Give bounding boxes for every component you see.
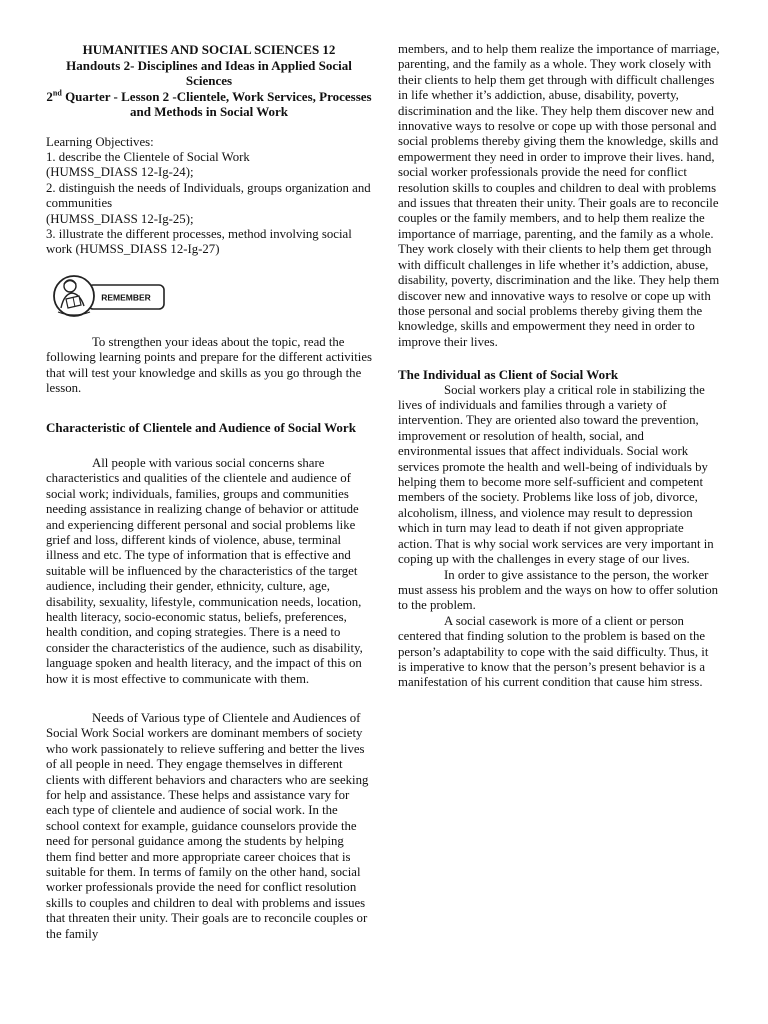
- section-heading-clientele: Characteristic of Clientele and Audience of Social Work: [46, 420, 356, 436]
- remember-badge: [52, 272, 168, 322]
- objective-line: (HUMSS_DIASS 12-Ig-25);: [46, 211, 194, 226]
- objective-line: 1. describe the Clientele of Social Work: [46, 149, 250, 164]
- continued-paragraph: members, and to help them realize the importance of marriage, parenting, and the family as a whole. They work closely with their clients to help them get through with difficult challenges in life whether it’s addiction, abuse, disability, poverty, discrimination and the like. They help them discover new and innovative ways to resolve or cope up with those personal and social problems thereby giving them the knowledge, skills and empowerment they need in order to improve their lives. hand, social worker professionals provide the need for conflict resolution skills to couples and children to deal with problems and issues that threaten their unity. Their goals are to reconcile couples or the family members, and to help them realize the importance of marriage, parenting, and the family as a whole. They work closely with their clients to help them get through with difficult challenges in life whether it’s addiction, abuse, disability, poverty, discrimination and the like. They help them: [398, 42, 720, 288]
- lesson-quarter-suffix: nd: [52, 88, 62, 98]
- remember-label: REMEMBER: [101, 292, 151, 303]
- header-course-title: HUMANITIES AND SOCIAL SCIENCES 12: [82, 42, 336, 57]
- header-handout-title: Handouts 2- Disciplines and Ideas in Applied Social Sciences: [66, 57, 352, 88]
- clientele-paragraph: All people with various social concerns share characteristics and qualities of the clientele and audience of social work; individuals, families, groups and communities needing assistance in realizing change of behavior or attitude and experiencing different personal and social problems like grief and loss, different kinds of violence, abuse, terminal illness and etc. The type of information that is effective and suitable will be influenced by the characteristics of the target audience, including their gender, ethnicity, culture, age, disability, sexuality, lifestyle, communication needs, location, health literacy, socio-economic status, beliefs, preferences, health condition, and coping strategies. There is a need to consider the characteristics of the audience, such as disability, language spoken and health literacy, and the impact of this on how it is most effective to communicate with them.: [46, 455, 363, 686]
- section-heading-individual: The Individual as Client of Social Work: [398, 367, 619, 383]
- learning-objectives: [46, 135, 372, 258]
- document-header: [46, 42, 372, 120]
- intro-paragraph: To strengthen your ideas about the topic, read the following learning points and prepare for the different activities that will test your knowledge and skills as you go through the lesson.: [46, 334, 372, 395]
- reading-person-icon: [52, 272, 168, 322]
- header-lesson-title: [46, 89, 372, 120]
- lesson-title-text: Quarter - Lesson 2 -Clientele, Work Services, Processes and Methods in Social Work: [61, 88, 372, 119]
- individual-paragraph: Social workers play a critical role in stabilizing the lives of individuals and families through a variety of intervention. They are oriented also toward the prevention, improvement or resolution of health, social, and environmental issues that affect individuals. Social work services promote the health and well-being of individuals by helping them to become more self-sufficient and competent members of the society. Problems like loss of job, divorce, alcoholism, illness, and violence may result to depression which in turn may lead to death if not given appropriate action. That is why social work services are very important in coping up with the challenges in every stage of our lives.: [398, 382, 714, 567]
- objectives-title: Learning Objectives:: [46, 134, 154, 149]
- right-column: [398, 42, 720, 691]
- needs-paragraph: Needs of Various type of Clientele and Audiences of Social Work Social workers are dominant members of society who work passionately to relieve suffering and better the lives of all people in need. They engage themselves in different clients with different behaviors and characters who are seeking for help and assistance. These helps and assistance vary for each type of clientele and audience of social work. In the school context for example, guidance counselors provide the need for personal guidance among the students by helping them find better and more appropriate career choices that is suitable for them. In terms of family on the other hand, social worker professionals provide the need for conflict resolution skills to couples and children to deal with problems and issues that threaten their unity. Their goals are to reconcile couples or the family: [46, 710, 369, 941]
- objective-line: 3. illustrate the different processes, method involving social work (HUMSS_DIASS 12-Ig-27): [46, 226, 352, 257]
- continued-paragraph-end: discover new and innovative ways to resolve or cope up with those personal and social problems thereby giving them the knowledge, skills and empowerment they need in order to improve their lives.: [398, 288, 711, 349]
- casework-paragraph: A social casework is more of a client or person centered that finding solution to the problem is based on the person’s adaptability to cope with the said difficulty. Thus, it is imperative to know that the person’s present behavior is a manifestation of his current condition that cause him stress.: [398, 613, 709, 690]
- objective-line: 2. distinguish the needs of Individuals, groups organization and communities: [46, 180, 371, 211]
- objective-line: (HUMSS_DIASS 12-Ig-24);: [46, 165, 194, 180]
- assistance-paragraph: In order to give assistance to the person, the worker must assess his problem and the ways on how to offer solution to the problem.: [398, 567, 719, 613]
- lesson-quarter-number: 2: [46, 88, 53, 104]
- left-column: [46, 42, 372, 942]
